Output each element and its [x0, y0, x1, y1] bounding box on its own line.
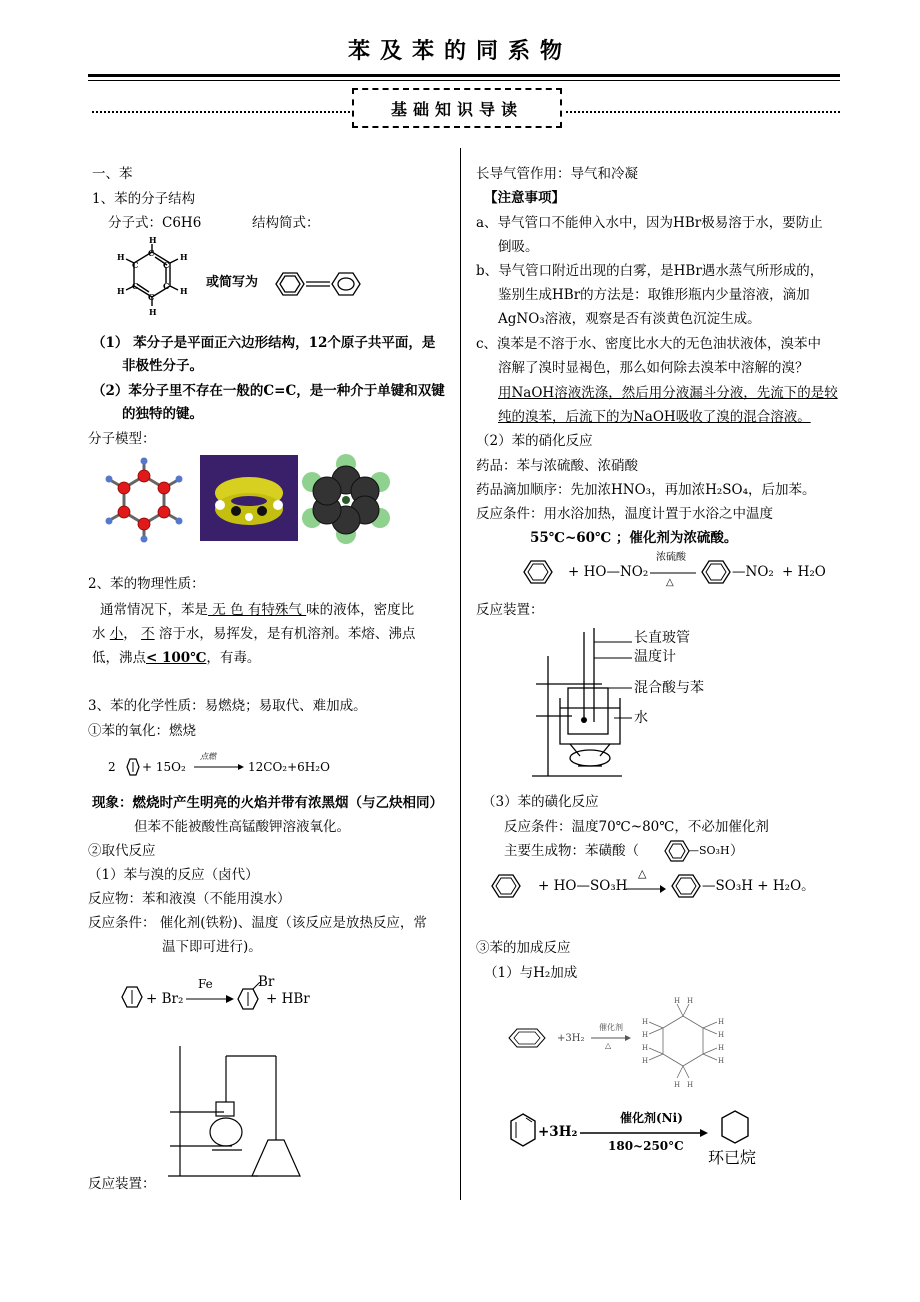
property-1-line-a: （1） 苯分子是平面正六边形结构，12个原子共平面，是 — [92, 335, 436, 351]
benzene-kekule-structure — [108, 236, 204, 326]
note-c-line-3: 用NaOH溶液洗涤，然后用分液漏斗分液，先流下的是较 — [498, 385, 838, 401]
title-rule-thin — [88, 80, 840, 81]
right-apparatus-label: 反应装置： — [476, 602, 544, 618]
nitration-title: （2）苯的硝化反应 — [476, 433, 593, 449]
pi-cloud-model-image — [200, 455, 298, 541]
sulfonation-conditions: 反应条件：温度70℃~80℃，不必加催化剂 — [504, 819, 769, 835]
svg-text:H: H — [674, 1081, 681, 1089]
note-a-line-2: 倒吸。 — [498, 239, 539, 255]
or-written-as: 或简写为 — [206, 275, 259, 290]
svg-text:H: H — [642, 1031, 649, 1039]
physical-line-3: 低，沸点< 100℃，有毒。 — [92, 650, 261, 666]
condenser-function: 长导气管作用：导气和冷凝 — [476, 166, 638, 182]
nitration-conditions: 反应条件：用水浴加热，温度计置于水浴之中温度 — [476, 506, 773, 522]
heading-substitution: ②取代反应 — [88, 843, 156, 859]
sulfonation-product: 主要生成物：苯磺酸（ —SO₃H ） — [504, 843, 744, 859]
model-label: 分子模型： — [88, 431, 156, 447]
svg-text:C: C — [132, 281, 139, 291]
label-water: 水 — [634, 710, 648, 726]
svg-text:H: H — [149, 236, 157, 245]
section-heading: 基础知识导读 — [352, 88, 562, 128]
nitration-conditions-cont: 55℃~60℃ ；催化剂为浓硫酸。 — [530, 530, 738, 546]
svg-text:H: H — [642, 1018, 649, 1026]
bromination-conditions-cont: 温下即可进行)。 — [162, 939, 262, 955]
space-filling-model-image — [302, 454, 390, 544]
heading-oxidation: ①苯的氧化：燃烧 — [88, 723, 196, 739]
sulfonation-title: （3）苯的磺化反应 — [482, 794, 599, 810]
property-2-line-b: 的独特的键。 — [122, 406, 203, 422]
note-c-line-2: 溶解了溴时显褐色，那么如何除去溴苯中溶解的溴？ — [498, 360, 809, 376]
svg-text:H: H — [718, 1018, 725, 1026]
heading-benzene: 一、苯 — [92, 166, 133, 182]
structural-formula-label: 结构简式： — [252, 215, 320, 231]
property-2-line-a: （2）苯分子里不存在一般的C=C，是一种介于单键和双键 — [92, 383, 445, 399]
svg-text:C: C — [148, 248, 155, 258]
nitration-equation: + HO—NO₂ 浓硫酸 △ —NO₂ + H₂O — [520, 552, 830, 592]
column-divider — [460, 148, 461, 1200]
svg-text:H: H — [642, 1044, 649, 1052]
svg-text:H: H — [117, 252, 125, 262]
svg-text:H: H — [718, 1031, 725, 1039]
nitration-apparatus-diagram — [532, 626, 642, 782]
label-thermometer: 温度计 — [634, 649, 676, 665]
benzene-skeletal-forms — [270, 268, 370, 300]
molecular-formula: 分子式：C6H6 — [108, 215, 202, 231]
svg-text:H: H — [180, 252, 188, 262]
note-c-line-4: 纯的溴苯，后流下的为NaOH吸收了溴的混合溶液。 — [498, 409, 811, 425]
combustion-equation: 2 + 15O₂ 点燃 12CO₂+6H₂O — [108, 752, 330, 774]
page-title: 苯及苯的同系物 — [347, 39, 572, 64]
property-1-line-b: 非极性分子。 — [122, 358, 203, 374]
svg-text:H: H — [718, 1044, 725, 1052]
dotted-leader-right — [566, 111, 840, 113]
nitration-order: 药品滴加顺序：先加浓HNO₃，再加浓H₂SO₄，后加苯。 — [476, 482, 816, 498]
bromination-reactants: 反应物：苯和液溴（不能用溴水） — [88, 891, 291, 907]
svg-text:H: H — [180, 286, 188, 296]
note-b-line-2: 鉴别生成HBr的方法是：取锥形瓶内少量溶液，滴加 — [498, 287, 810, 303]
label-mixed-acid: 混合酸与苯 — [634, 680, 704, 696]
heading-physical: 2、苯的物理性质： — [88, 576, 205, 592]
svg-text:C: C — [163, 260, 170, 270]
label-long-tube: 长直玻管 — [634, 630, 690, 646]
heading-chemical: 3、苯的化学性质：易燃烧；易取代、难加成。 — [88, 698, 367, 714]
title-rule-thick — [88, 74, 840, 77]
svg-text:H: H — [642, 1057, 649, 1065]
bromination-equation: + Br₂ Fe Br + HBr — [118, 972, 318, 1020]
addition-h2-title: （1）与H₂加成 — [484, 965, 578, 981]
bromination-conditions: 反应条件： 催化剂(铁粉)、温度（该反应是放热反应，常 — [88, 915, 427, 931]
note-b-line-1: b、导气管口附近出现的白雾，是HBr遇水蒸气所形成的， — [476, 263, 824, 279]
physical-line-2: 水 小， 不 溶于水，易挥发，是有机溶剂。苯熔、沸点 — [92, 626, 416, 642]
note-c-line-1: c、溴苯是不溶于水、密度比水大的无色油状液体，溴苯中 — [476, 336, 822, 352]
phenomenon-line-1: 现象：燃烧时产生明亮的火焰并带有浓黑烟（与乙炔相同） — [92, 795, 443, 811]
left-apparatus-label: 反应装置： — [88, 1176, 156, 1192]
phenomenon-line-2: 但苯不能被酸性高锰酸钾溶液氧化。 — [134, 819, 350, 835]
hydrogenation-equation-1: +3H₂ 催化剂 △ H H H H H H H H H H H H — [505, 990, 735, 1090]
note-b-line-3: AgNO₃溶液，观察是否有淡黄色沉淀生成。 — [498, 311, 761, 327]
svg-text:H: H — [718, 1057, 725, 1065]
heading-addition: ③苯的加成反应 — [476, 940, 571, 956]
ball-stick-model-image — [96, 454, 192, 544]
svg-text:H: H — [117, 286, 125, 296]
svg-text:H: H — [674, 997, 681, 1005]
notes-title: 【注意事项】 — [484, 190, 565, 206]
heading-structure: 1、苯的分子结构 — [92, 191, 196, 207]
physical-line-1: 通常情况下，苯是 无 色 有特殊气 味的液体，密度比 — [100, 602, 415, 618]
hydrogenation-equation-2: +3H₂ 催化剂(Ni) 180~250°C 环已烷 — [508, 1108, 768, 1172]
svg-text:C: C — [148, 292, 155, 302]
bromination-apparatus-diagram — [168, 1040, 318, 1180]
note-a-line-1: a、导气管口不能伸入水中，因为HBr极易溶于水，要防止 — [476, 215, 823, 231]
bromination-title: （1）苯与溴的反应（卤代） — [88, 867, 259, 883]
svg-text:C: C — [132, 260, 139, 270]
svg-text:H: H — [687, 997, 694, 1005]
svg-text:H: H — [687, 1081, 694, 1089]
dotted-leader-left — [92, 111, 350, 113]
svg-text:C: C — [163, 281, 170, 291]
svg-text:H: H — [149, 307, 157, 317]
sulfonation-equation: + HO—SO₃H △ —SO₃H + H₂O。 — [488, 866, 818, 906]
nitration-reagents: 药品：苯与浓硫酸、浓硝酸 — [476, 458, 638, 474]
